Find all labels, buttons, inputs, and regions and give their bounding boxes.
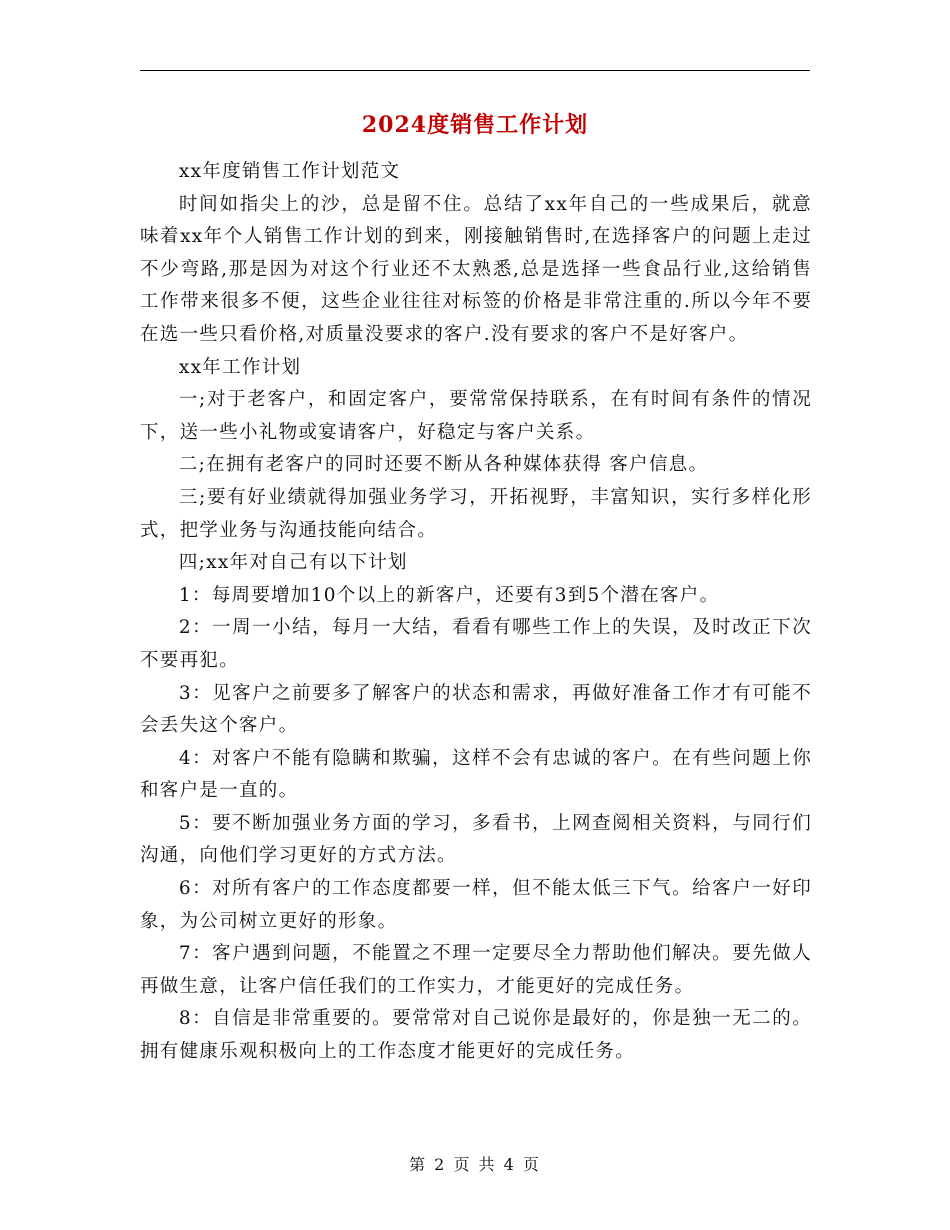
header-rule xyxy=(140,70,810,71)
paragraph: 3：见客户之前要多了解客户的状态和需求，再做好准备工作才有可能不会丢失这个客户。 xyxy=(140,682,812,737)
page-footer: 第 2 页 共 4 页 xyxy=(409,1155,541,1174)
paragraph: 一;对于老客户，和固定客户，要常常保持联系，在有时间有条件的情况下，送一些小礼物或宴请客户，好稳定与客户关系。 xyxy=(140,389,812,443)
paragraph: 时间如指尖上的沙，总是留不住。总结了xx年自己的一些成果后，就意味着xx年个人销售工作计划的到来，刚接触销售时,在选择客户的问题上走过不少弯路,那是因为对这个行业还不太熟悉,总是选择一些食品行业,这给销售工作带来很多不便，这些企业往往对标签的价格是非常注重的.所以今年不要在选一些只看价格,对质量没要求的客户.没有要求的客户不是好客户。 xyxy=(140,193,812,345)
paragraph: 6：对所有客户的工作态度都要一样，但不能太低三下气。给客户一好印象，为公司树立更好的形象。 xyxy=(140,878,812,932)
paragraph: 二;在拥有老客户的同时还要不断从各种媒体获得 客户信息。 xyxy=(178,454,709,476)
paragraph: 1：每周要增加10个以上的新客户，还要有3到5个潜在客户。 xyxy=(178,584,720,606)
paragraph: 四;xx年对自己有以下计划 xyxy=(178,552,408,574)
paragraph: 7：客户遇到问题，不能置之不理一定要尽全力帮助他们解决。要先做人再做生意，让客户信任我们的工作实力，才能更好的完成任务。 xyxy=(140,943,812,997)
paragraph: xx年度销售工作计划范文 xyxy=(178,161,401,182)
document-title: 2024度销售工作计划 xyxy=(361,112,589,138)
paragraph: 4：对客户不能有隐瞒和欺骗，这样不会有忠诚的客户。在有些问题上你和客户是一直的。 xyxy=(140,747,812,802)
paragraph: 三;要有好业绩就得加强业务学习，开拓视野，丰富知识，实行多样化形式，把学业务与沟通技能向结合。 xyxy=(140,486,812,541)
paragraph: 2：一周一小结，每月一大结，看看有哪些工作上的失误，及时改正下次不要再犯。 xyxy=(140,617,812,671)
document-body xyxy=(140,156,812,1069)
paragraph: 8：自信是非常重要的。要常常对自己说你是最好的，你是独一无二的。拥有健康乐观积极向上的工作态度才能更好的完成任务。 xyxy=(140,1008,812,1063)
paragraph: xx年工作计划 xyxy=(178,356,302,378)
paragraph: 5：要不断加强业务方面的学习，多看书，上网查阅相关资料，与同行们沟通，向他们学习更好的方式方法。 xyxy=(140,812,812,867)
